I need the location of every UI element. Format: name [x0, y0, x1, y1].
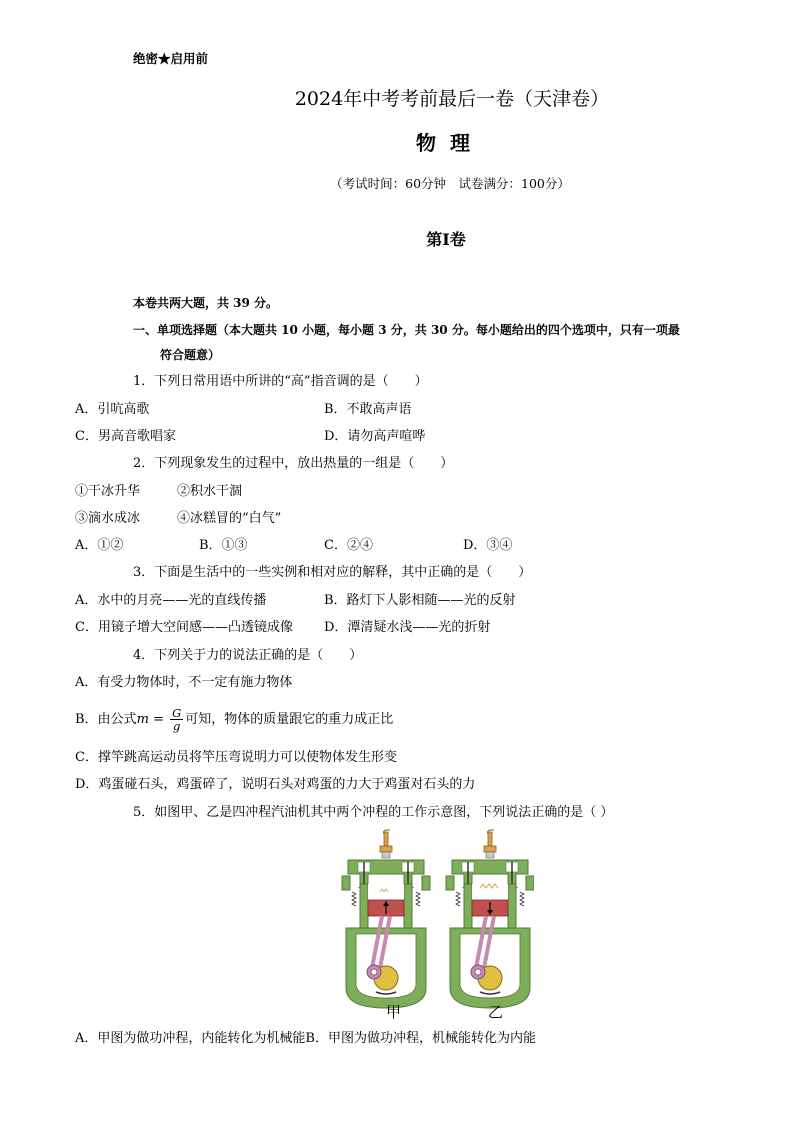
question-3-option-a: A．水中的月亮——光的直线传播	[75, 593, 267, 608]
figure-label-yi: 乙	[488, 1003, 504, 1021]
formula-denominator: g	[172, 719, 181, 733]
formula-fraction	[170, 707, 183, 732]
question-1-option-a: A．引吭高歌	[75, 402, 150, 417]
engine-right-yi	[446, 830, 534, 1008]
question-5-options-ab: A．甲图为做功冲程，内能转化为机械能B．甲图为做功冲程，机械能转化为内能	[75, 1031, 536, 1046]
question-1-option-d: D．请勿高声喧哗	[324, 429, 426, 444]
question-2-option-c: C．②④	[324, 538, 373, 553]
question-2-item-4: ④冰糕冒的“白气”	[177, 511, 282, 526]
question-4-option-c: C．撑竿跳高运动员将竿压弯说明力可以使物体发生形变	[75, 750, 397, 765]
formula-numerator: G	[172, 706, 182, 720]
section-heading-line1: 一、单项选择题（本大题共 10 小题，每小题 3 分，共 30 分。每小题给出的四个选项中，只有一项最	[133, 323, 680, 337]
question-1-option-b: B．不敢高声语	[324, 402, 412, 417]
volume-title: 第Ⅰ卷	[426, 230, 466, 249]
figure-label-jia: 甲	[386, 1003, 402, 1021]
question-3-option-c: C．用镜子增大空间感——凸透镜成像	[75, 620, 293, 635]
section-heading-line2: 符合题意）	[160, 348, 221, 362]
question-2-stem: 2．下列现象发生的过程中，放出热量的一组是（ ）	[133, 456, 454, 471]
question-3-option-b: B．路灯下人影相随——光的反射	[324, 593, 516, 608]
engine-strokes-figure	[338, 828, 534, 1026]
question-4-stem: 4．下列关于力的说法正确的是（ ）	[133, 648, 363, 663]
question-2-item-2: ②积水干涸	[177, 484, 243, 499]
question-4-option-a: A．有受力物体时，不一定有施力物体	[75, 675, 293, 690]
question-4-option-b	[75, 704, 393, 736]
option-b-suffix: 可知，物体的质量跟它的重力成正比	[185, 712, 394, 727]
engine-diagram-svg	[338, 828, 534, 1026]
question-2-item-1: ①干冰升华	[75, 484, 141, 499]
question-2-option-b: B．①③	[199, 538, 248, 553]
question-3-stem: 3．下面是生活中的一些实例和相对应的解释，其中正确的是（ ）	[133, 565, 532, 580]
question-2-option-a: A．①②	[75, 538, 124, 553]
question-3-option-d: D．潭清疑水浅——光的折射	[324, 620, 491, 635]
exam-info: （考试时间：60分钟 试卷满分：100分）	[330, 176, 570, 191]
question-5-stem: 5．如图甲、乙是四冲程汽油机其中两个冲程的工作示意图，下列说法正确的是（ ）	[133, 805, 614, 820]
option-b-prefix: B．由公式	[75, 712, 137, 727]
question-2-option-d: D．③④	[463, 538, 513, 553]
engine-left-jia	[342, 830, 430, 1008]
question-2-item-3: ③滴水成冰	[75, 511, 141, 526]
exam-title: 2024年中考考前最后一卷（天津卷）	[294, 88, 610, 110]
section-summary: 本卷共两大题，共 39 分。	[133, 296, 279, 310]
confidential-mark: 绝密★启用前	[133, 51, 209, 66]
subject-title: 物理	[416, 131, 484, 155]
formula-equals: =	[148, 712, 169, 727]
question-1-stem: 1．下列日常用语中所讲的“高”指音调的是（ ）	[133, 374, 428, 389]
question-4-option-d: D．鸡蛋碰石头，鸡蛋碎了，说明石头对鸡蛋的力大于鸡蛋对石头的力	[75, 777, 476, 792]
question-1-option-c: C．男高音歌唱家	[75, 429, 176, 444]
formula-mass: m	[136, 712, 149, 727]
